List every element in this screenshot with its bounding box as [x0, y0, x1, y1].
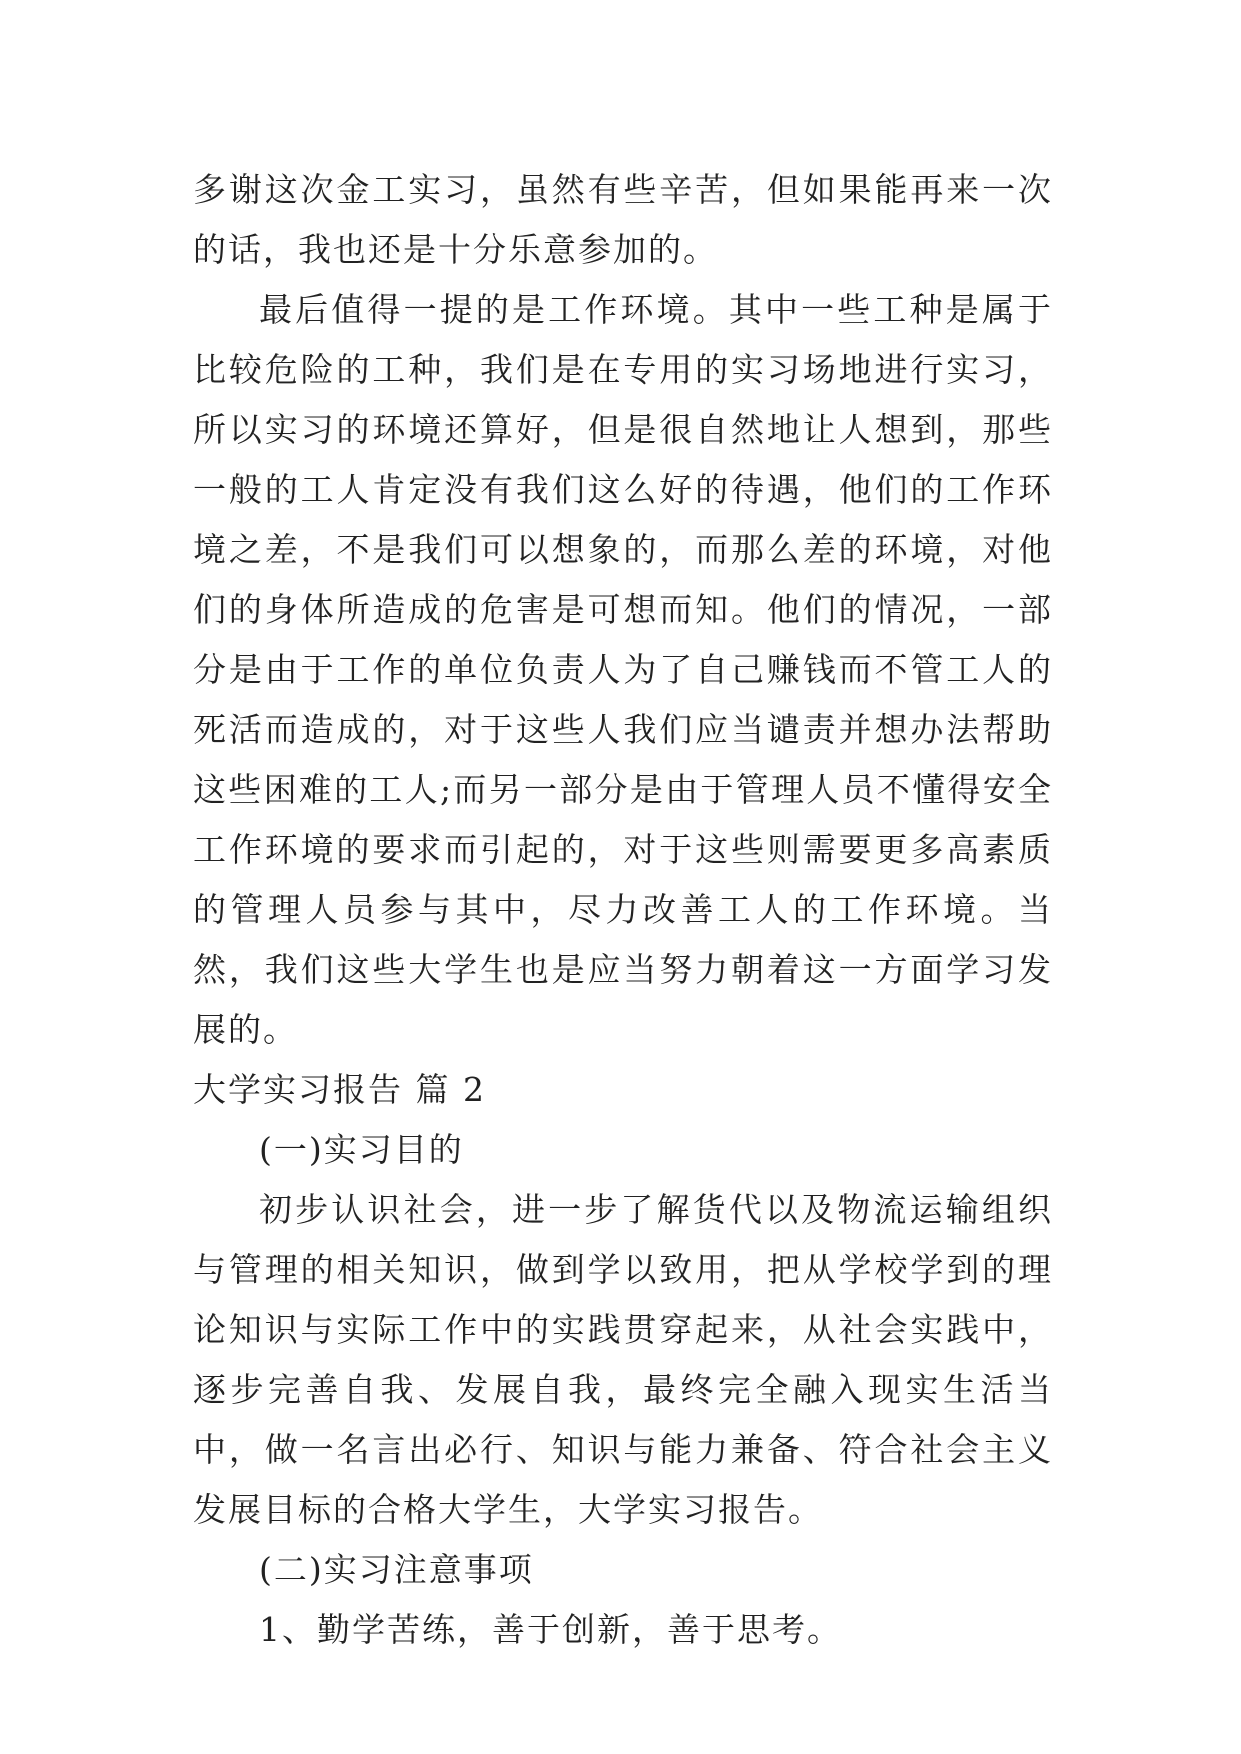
notes-heading: (二)实习注意事项 [259, 1550, 534, 1589]
section-title: 大学实习报告 篇 2 [193, 1070, 486, 1109]
goal-heading: (一)实习目的 [259, 1130, 464, 1169]
paragraph-goal: 初步认识社会，进一步了解货代以及物流运输组织与管理的相关知识，做到学以致用，把从学校学到的理论知识与实际工作中的实践贯穿起来，从社会实践中，逐步完善自我、发展自我，最终完全融入现实生活当中，做一名言出必行、知识与能力兼备、符合社会主义发展目标的合格大学生，大学实习报告。 [193, 1190, 1053, 1529]
notes-item-1: 1、勤学苦练，善于创新，善于思考。 [259, 1610, 842, 1649]
paragraph-work-environment: 最后值得一提的是工作环境。其中一些工种是属于比较危险的工种，我们是在专用的实习场地进行实习，所以实习的环境还算好，但是很自然地让人想到，那些一般的工人肯定没有我们这么好的待遇，他们的工作环境之差，不是我们可以想象的，而那么差的环境，对他们的身体所造成的危害是可想而知。他们的情况，一部分是由于工作的单位负责人为了自己赚钱而不管工人的死活而造成的，对于这些人我们应当谴责并想办法帮助这些困难的工人;而另一部分是由于管理人员不懂得安全工作环境的要求而引起的，对于这些则需要更多高素质的管理人员参与其中，尽力改善工人的工作环境。当然，我们这些大学生也是应当努力朝着这一方面学习发展的。 [193, 290, 1053, 1049]
paragraph-closing-remark: 多谢这次金工实习，虽然有些辛苦，但如果能再来一次的话，我也还是十分乐意参加的。 [193, 170, 1053, 269]
document-body [193, 160, 1053, 1660]
